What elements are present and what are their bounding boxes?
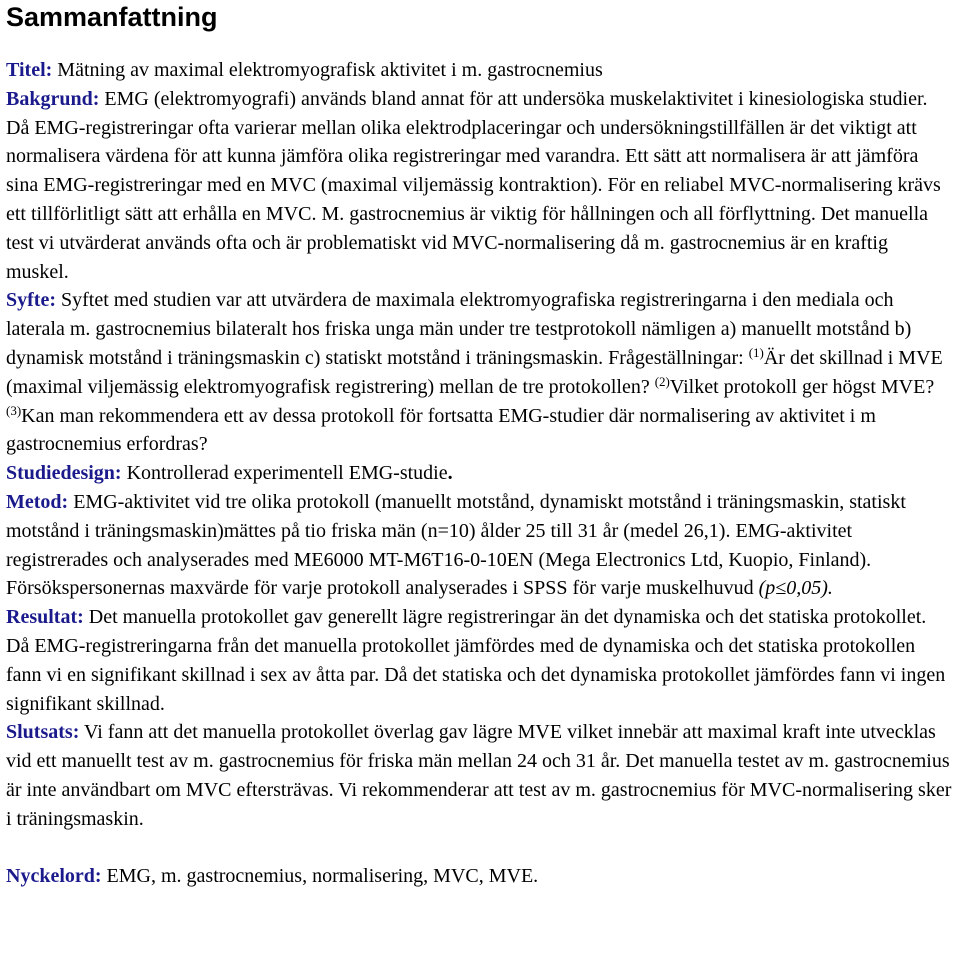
syfte-text-1: Syftet med studien var att utvärdera de maximala elektromyografiska registreringarna i den mediala och laterala m. gastrocnemius bilateralt hos friska unga män under tre testprotokoll nämligen a) manuellt motstånd b) dynamisk motstånd i träningsmaskin c) statiskt motstånd i träningsmaskin. Frågeställningar: bbox=[6, 289, 912, 369]
bakgrund-text: EMG (elektromyografi) används bland annat för att undersöka muskelaktivitet i kinesiologiska studier. Då EMG-registreringar ofta varierar mellan olika elektrodplaceringar och undersökningstillfällen är det viktigt att normalisera värdena för att kunna jämföra olika registreringar med varandra. Ett sätt att normalisera är att jämföra sina EMG-registreringar med en MVC (maximal viljemässig kontraktion). För en reliabel MVC-normalisering krävs ett tillförlitligt sätt att erhålla en MVC. M. gastrocnemius är viktig för hållningen och all förflyttning. Det manuella test vi utvärderat används ofta och är problematiskt vid MVC-normalisering då m. gastrocnemius är en kraftig muskel. bbox=[6, 87, 941, 283]
metod-significance: (p≤0,05). bbox=[758, 577, 833, 600]
question-3-marker: (3) bbox=[6, 402, 22, 418]
resultat-text: Det manuella protokollet gav generellt lägre registreringar än det dynamiska och det statiska protokollet. Då EMG-registreringarna från det manuella protokollet jämfördes med de dynamiska och det statiska protokollen fann vi en signifikant skillnad i sex av åtta par. Då det statiska och det dynamiska protokollet jämfördes fann vi ingen signifikant skillnad. bbox=[6, 606, 946, 715]
nyckelord-text: EMG, m. gastrocnemius, normalisering, MVC, MVE. bbox=[101, 864, 539, 887]
syfte-text-4: Kan man rekommendera ett av dessa protokoll för fortsatta EMG-studier där normalisering av aktivitet i m gastrocnemius erfordras? bbox=[6, 404, 876, 456]
studiedesign-text: Kontrollerad experimentell EMG-studie bbox=[121, 462, 448, 485]
slutsats-text: Vi fann att det manuella protokollet överlag gav lägre MVE vilket innebär att maximal kraft inte utvecklas vid ett manuellt test av m. gastrocnemius för friska män mellan 24 och 31 år. Det manuella testet av m. gastrocnemius är inte användbart om MVC eftersträvas. Vi rekommenderar att test av m. gastrocnemius för MVC-normalisering sker i träningsmaskin. bbox=[6, 721, 952, 830]
page-title: Sammanfattning bbox=[6, 2, 218, 32]
summary-body bbox=[6, 56, 954, 890]
metod-text: EMG-aktivitet vid tre olika protokoll (manuellt motstånd, dynamiskt motstånd i träningsmaskin, statiskt motstånd i träningsmaskin)mättes på tio friska män (n=10) ålder 25 till 31 år (medel 26,1). EMG-aktivitet registrerades och analyserades med ME6000 MT-M6T16-0-10EN (Mega Electronics Ltd, Kuopio, Finland). Försökspersonernas maxvärde för varje protokoll analyserades i SPSS för varje muskelhuvud bbox=[6, 490, 906, 600]
titel-label: Titel: bbox=[6, 59, 53, 81]
syfte-paragraph bbox=[6, 286, 954, 459]
metod-paragraph bbox=[6, 488, 954, 603]
syfte-label: Syfte: bbox=[6, 289, 56, 312]
titel-paragraph bbox=[6, 56, 954, 85]
studiedesign-paragraph bbox=[6, 459, 954, 488]
question-2-marker: (2) bbox=[654, 373, 670, 389]
bakgrund-paragraph bbox=[6, 85, 954, 287]
paragraph-spacer bbox=[6, 834, 954, 862]
bakgrund-label: Bakgrund: bbox=[6, 87, 100, 110]
resultat-label: Resultat: bbox=[6, 606, 84, 629]
syfte-text-2: Är det skillnad i MVE (maximal viljemässig elektromyografisk registrering) mellan de tre protokollen? bbox=[6, 346, 943, 398]
slutsats-paragraph bbox=[6, 718, 954, 833]
metod-label: Metod: bbox=[6, 490, 69, 513]
nyckelord-label: Nyckelord: bbox=[6, 864, 102, 887]
resultat-paragraph bbox=[6, 603, 954, 718]
studiedesign-end: . bbox=[447, 462, 453, 485]
studiedesign-label: Studiedesign: bbox=[6, 462, 122, 485]
slutsats-label: Slutsats: bbox=[6, 721, 80, 744]
nyckelord-paragraph bbox=[6, 862, 954, 891]
syfte-text-3: Vilket protokoll ger högst MVE? bbox=[669, 375, 935, 398]
titel-text: Mätning av maximal elektromyografisk aktivitet i m. gastrocnemius bbox=[52, 59, 603, 81]
question-1-marker: (1) bbox=[748, 344, 764, 360]
